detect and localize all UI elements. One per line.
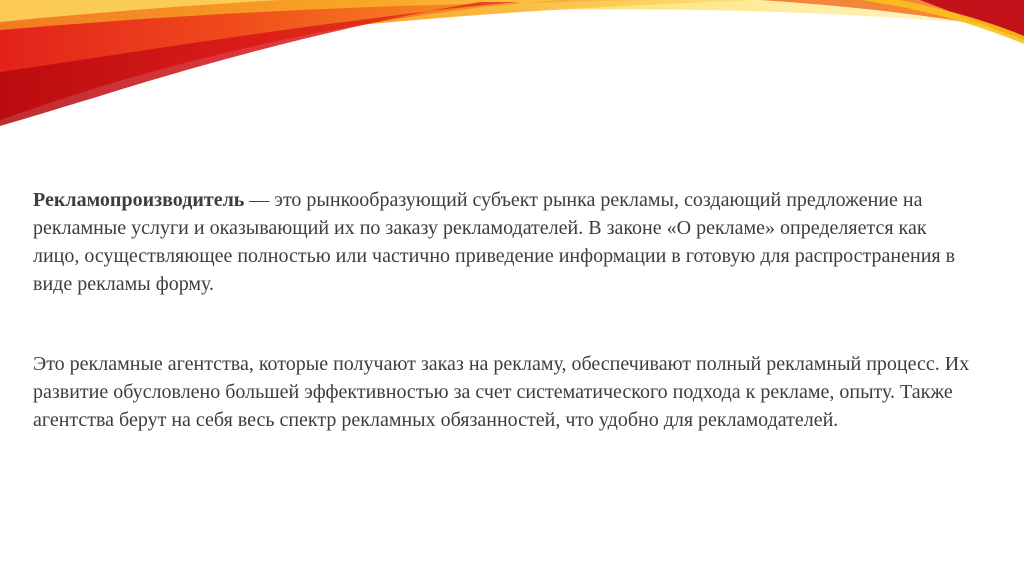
slide-content [33, 186, 973, 434]
paragraph-definition [33, 186, 973, 298]
paragraph-agencies: Это рекламные агентства, которые получают заказ на рекламу, обеспечивают полный рекламный процесс. Их развитие обусловлено большей эффективностью за счет систематического подхода к рекламе, опыту. Также агентства берут на себя весь спектр рекламных обязанностей, что удобно для рекламодателей. [33, 353, 970, 431]
decorative-banner [0, 0, 1024, 140]
term-heading: Рекламопроизводитель [33, 189, 245, 211]
definition-text: — это рынкообразующий субъект рынка рекламы, создающий предложение на рекламные услуги и оказывающий их по заказу рекламодателей. В законе «О рекламе» определяется как лицо, осуществляющее полностью или частично приведение информации в готовую для распространения в виде рекламы форму. [33, 189, 956, 295]
